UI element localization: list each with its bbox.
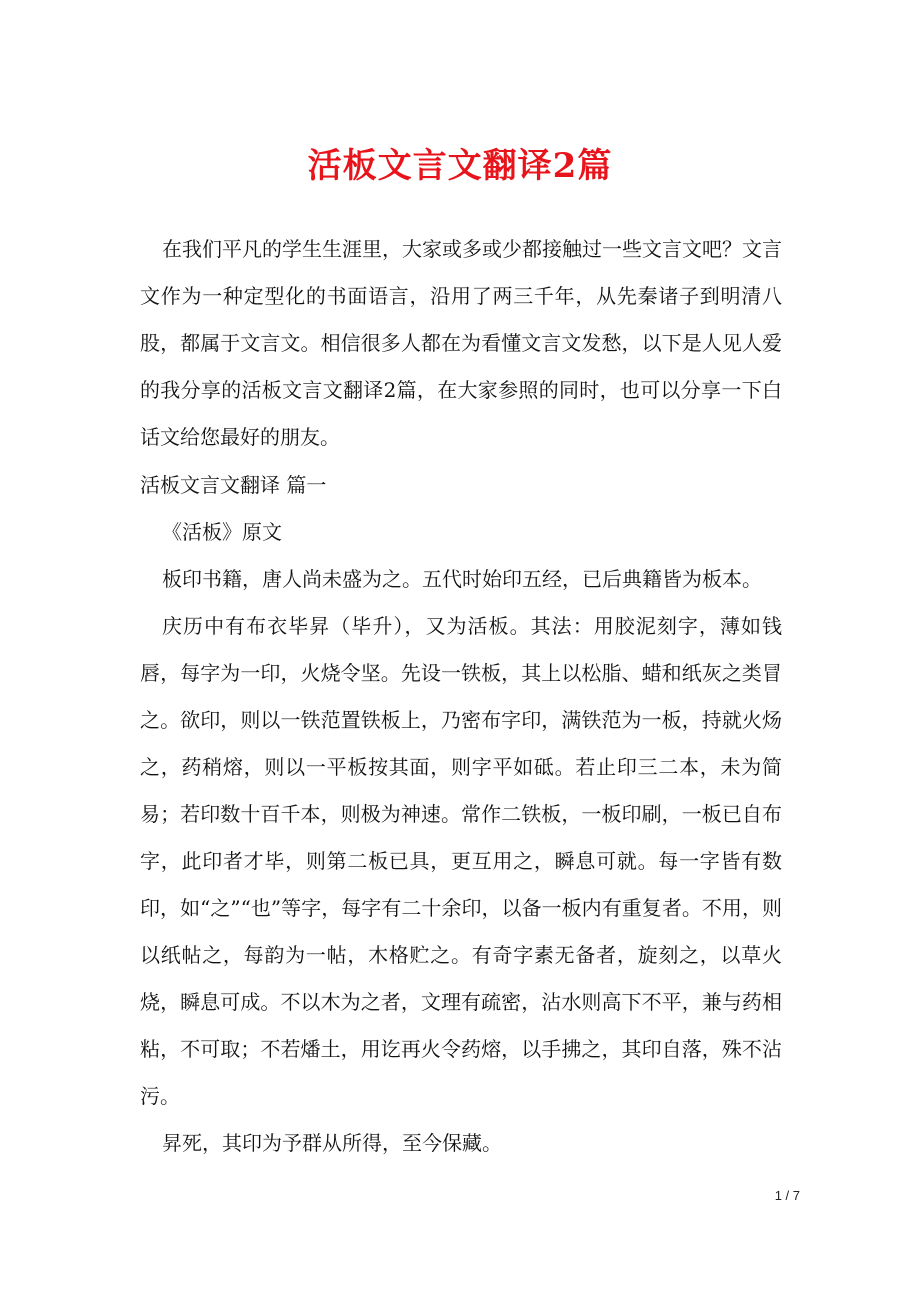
body-paragraph-2: 庆历中有布衣毕昇（毕升），又为活板。其法：用胶泥刻字，薄如钱唇，每字为一印，火烧令坚。先设一铁板，其上以松脂、蜡和纸灰之类冒之。欲印，则以一铁范置铁板上，乃密布字印，满铁范为一板，持就火炀之，药稍熔，则以一平板按其面，则字平如砥。若止印三二本，未为简易；若印数十百千本，则极为神速。常作二铁板，一板印刷，一板已自布字，此印者才毕，则第二板已具，更互用之，瞬息可就。每一字皆有数印，如“之”“也”等字，每字有二十余印，以备一板内有重复者。不用，则以纸帖之，每韵为一帖，木格贮之。有奇字素无备者，旋刻之，以草火烧，瞬息可成。不以木为之者，文理有疏密，沾水则高下不平，兼与药相粘，不可取；不若燔土，用讫再火令药熔，以手拂之，其印自落，殊不沾污。 xyxy=(140,614,782,1108)
intro-block xyxy=(140,226,782,461)
document-title: 活板文言文翻译2篇 xyxy=(307,146,613,186)
section-heading: 活板文言文翻译 篇一 xyxy=(140,473,327,497)
body-paragraph-1: 板印书籍，唐人尚未盛为之。五代时始印五经，已后典籍皆为板本。 xyxy=(162,567,762,591)
section-block xyxy=(140,462,782,1167)
intro-paragraph: 在我们平凡的学生生涯里，大家或多或少都接触过一些文言文吧？文言文作为一种定型化的书面语言，沿用了两三千年，从先秦诸子到明清八股，都属于文言文。相信很多人都在为看懂文言文发愁，以下是人见人爱的我分享的活板文言文翻译2篇，在大家参照的同时，也可以分享一下白话文给您最好的朋友。 xyxy=(140,237,782,449)
body-paragraph-3: 昇死，其印为予群从所得，至今保藏。 xyxy=(162,1131,502,1155)
subheading: 《活板》原文 xyxy=(162,520,282,544)
page-indicator: 1 / 7 xyxy=(774,1188,800,1203)
